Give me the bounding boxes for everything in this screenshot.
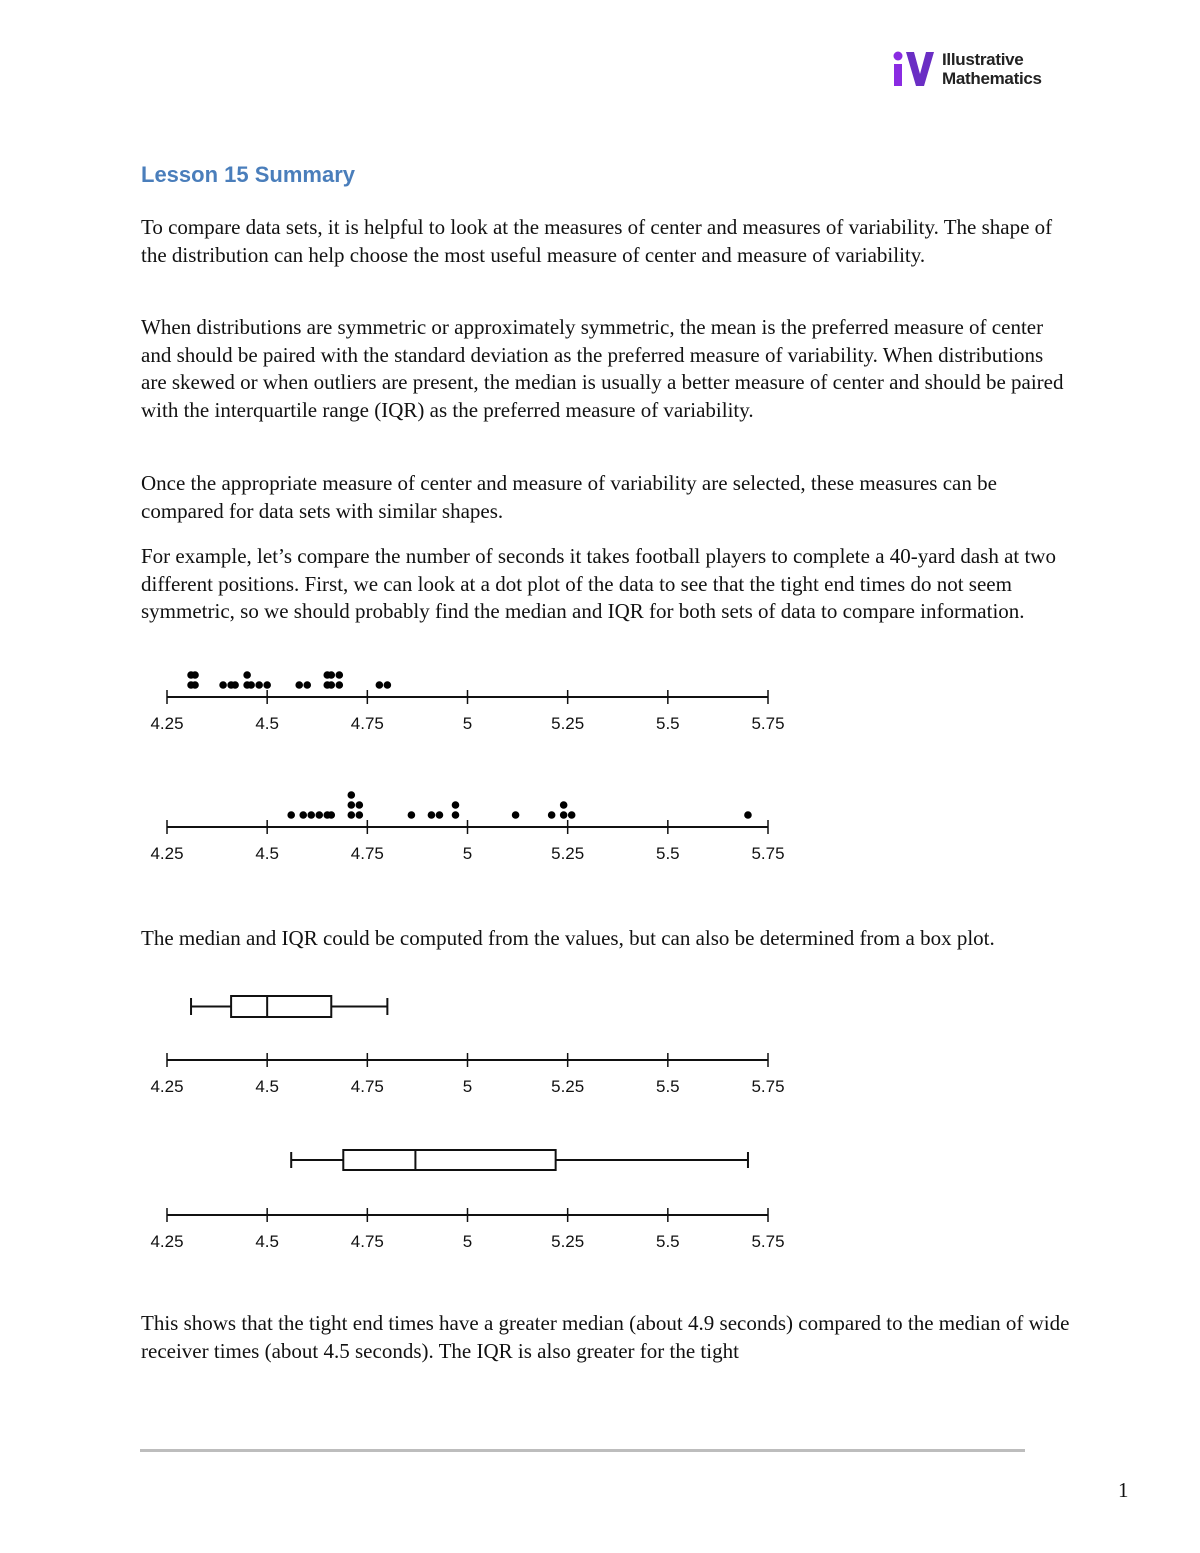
box-plot-tight-end — [140, 1145, 800, 1250]
data-dot — [303, 681, 311, 689]
data-dot — [560, 801, 568, 809]
tick-label: 5.75 — [751, 844, 785, 863]
paragraph-compare-measures: Once the appropriate measure of center and measure of variability are selected, these measures can be compared for data sets with similar shapes. — [141, 471, 997, 523]
tick-label: 5.5 — [656, 714, 680, 733]
tick-label: 4.25 — [150, 1232, 184, 1251]
tick-label: 4.5 — [255, 1077, 279, 1096]
tick-label: 4.75 — [350, 714, 384, 733]
footer-divider — [140, 1449, 1025, 1452]
data-dot — [348, 811, 356, 819]
data-dot — [568, 811, 576, 819]
paragraph-median-iqr-box-plot: The median and IQR could be computed from the values, but can also be determined from a box plot. — [141, 926, 995, 950]
paragraph-symmetric-vs-skewed: When distributions are symmetric or approximately symmetric, the mean is the preferred measure of center and should be paired with the standard deviation as the preferred measure of variability. When distributions are skewed or when outliers are present, the median is usually a better measure of center and should be paired with the interquartile range (IQR) as the preferred measure of variability. — [141, 315, 1064, 422]
paragraph-conclusion: This shows that the tight end times have a greater median (about 4.9 seconds) compared to the median of wide receiver times (about 4.5 seconds). The IQR is also greater for the tight — [141, 1311, 1070, 1363]
tick-label: 5.75 — [751, 1232, 785, 1251]
tick-label: 5.25 — [551, 1232, 585, 1251]
data-dot — [287, 811, 295, 819]
logo-text-line1: Illustrative — [942, 50, 1024, 69]
data-dot — [452, 801, 460, 809]
iqr-box — [231, 996, 331, 1017]
data-dot — [560, 811, 568, 819]
data-dot — [348, 791, 356, 799]
tick-label: 4.25 — [150, 844, 184, 863]
lesson-title: Lesson 15 Summary — [141, 162, 355, 187]
data-dot — [307, 811, 315, 819]
data-dot — [243, 671, 251, 679]
tick-label: 5.5 — [656, 1077, 680, 1096]
tick-label: 5.75 — [751, 1077, 785, 1096]
data-dot — [548, 811, 556, 819]
data-dot — [452, 811, 460, 819]
tick-label: 5.25 — [551, 714, 585, 733]
box-plot-wide-receiver — [140, 990, 800, 1095]
data-dot — [384, 681, 392, 689]
data-dot — [315, 811, 323, 819]
dot-plot-wide-receiver — [140, 660, 800, 740]
data-dot — [247, 681, 255, 689]
tick-label: 4.75 — [350, 1232, 384, 1251]
tick-label: 4.5 — [255, 714, 279, 733]
logo-text-line2: Mathematics — [942, 69, 1042, 88]
tick-label: 4.25 — [150, 1077, 184, 1096]
data-dot — [295, 681, 303, 689]
data-dot — [408, 811, 416, 819]
tick-label: 4.75 — [350, 844, 384, 863]
tick-label: 5 — [462, 714, 473, 733]
tick-label: 5.75 — [751, 714, 785, 733]
tick-label: 5.25 — [551, 844, 585, 863]
data-dot — [376, 681, 384, 689]
tick-label: 4.5 — [255, 1232, 279, 1251]
data-dot — [327, 811, 335, 819]
data-dot — [191, 671, 199, 679]
tick-label: 5.5 — [656, 844, 680, 863]
tick-label: 4.25 — [150, 714, 184, 733]
data-dot — [348, 801, 356, 809]
tick-label: 5 — [462, 1077, 473, 1096]
data-dot — [356, 811, 364, 819]
data-dot — [436, 811, 444, 819]
illustrative-mathematics-logo — [890, 50, 1060, 90]
iqr-box — [343, 1150, 555, 1170]
page-number: 1 — [1118, 1478, 1129, 1502]
im-logo-icon — [890, 50, 938, 90]
data-dot — [744, 811, 752, 819]
data-dot — [327, 681, 335, 689]
tick-label: 5 — [462, 844, 473, 863]
data-dot — [327, 671, 335, 679]
data-dot — [512, 811, 520, 819]
paragraph-football-example: For example, let’s compare the number of seconds it takes football players to complete a 40-yard dash at two different positions. First, we can look at a dot plot of the data to see that the tight end times do not seem symmetric, so we should probably find the median and IQR for both sets of data to compare information. — [141, 544, 1056, 624]
data-dot — [356, 801, 364, 809]
data-dot — [255, 681, 263, 689]
tick-label: 5.5 — [656, 1232, 680, 1251]
data-dot — [299, 811, 307, 819]
data-dot — [428, 811, 436, 819]
data-dot — [231, 681, 239, 689]
data-dot — [335, 671, 343, 679]
tick-label: 5.25 — [551, 1077, 585, 1096]
tick-label: 4.75 — [350, 1077, 384, 1096]
dot-plot-tight-end — [140, 785, 800, 865]
data-dot — [191, 681, 199, 689]
paragraph-compare-data-sets: To compare data sets, it is helpful to look at the measures of center and measures of variability. The shape of the distribution can help choose the most useful measure of center and measure of variability. — [141, 215, 1053, 267]
data-dot — [219, 681, 227, 689]
tick-label: 5 — [462, 1232, 473, 1251]
data-dot — [263, 681, 271, 689]
data-dot — [335, 681, 343, 689]
tick-label: 4.5 — [255, 844, 279, 863]
